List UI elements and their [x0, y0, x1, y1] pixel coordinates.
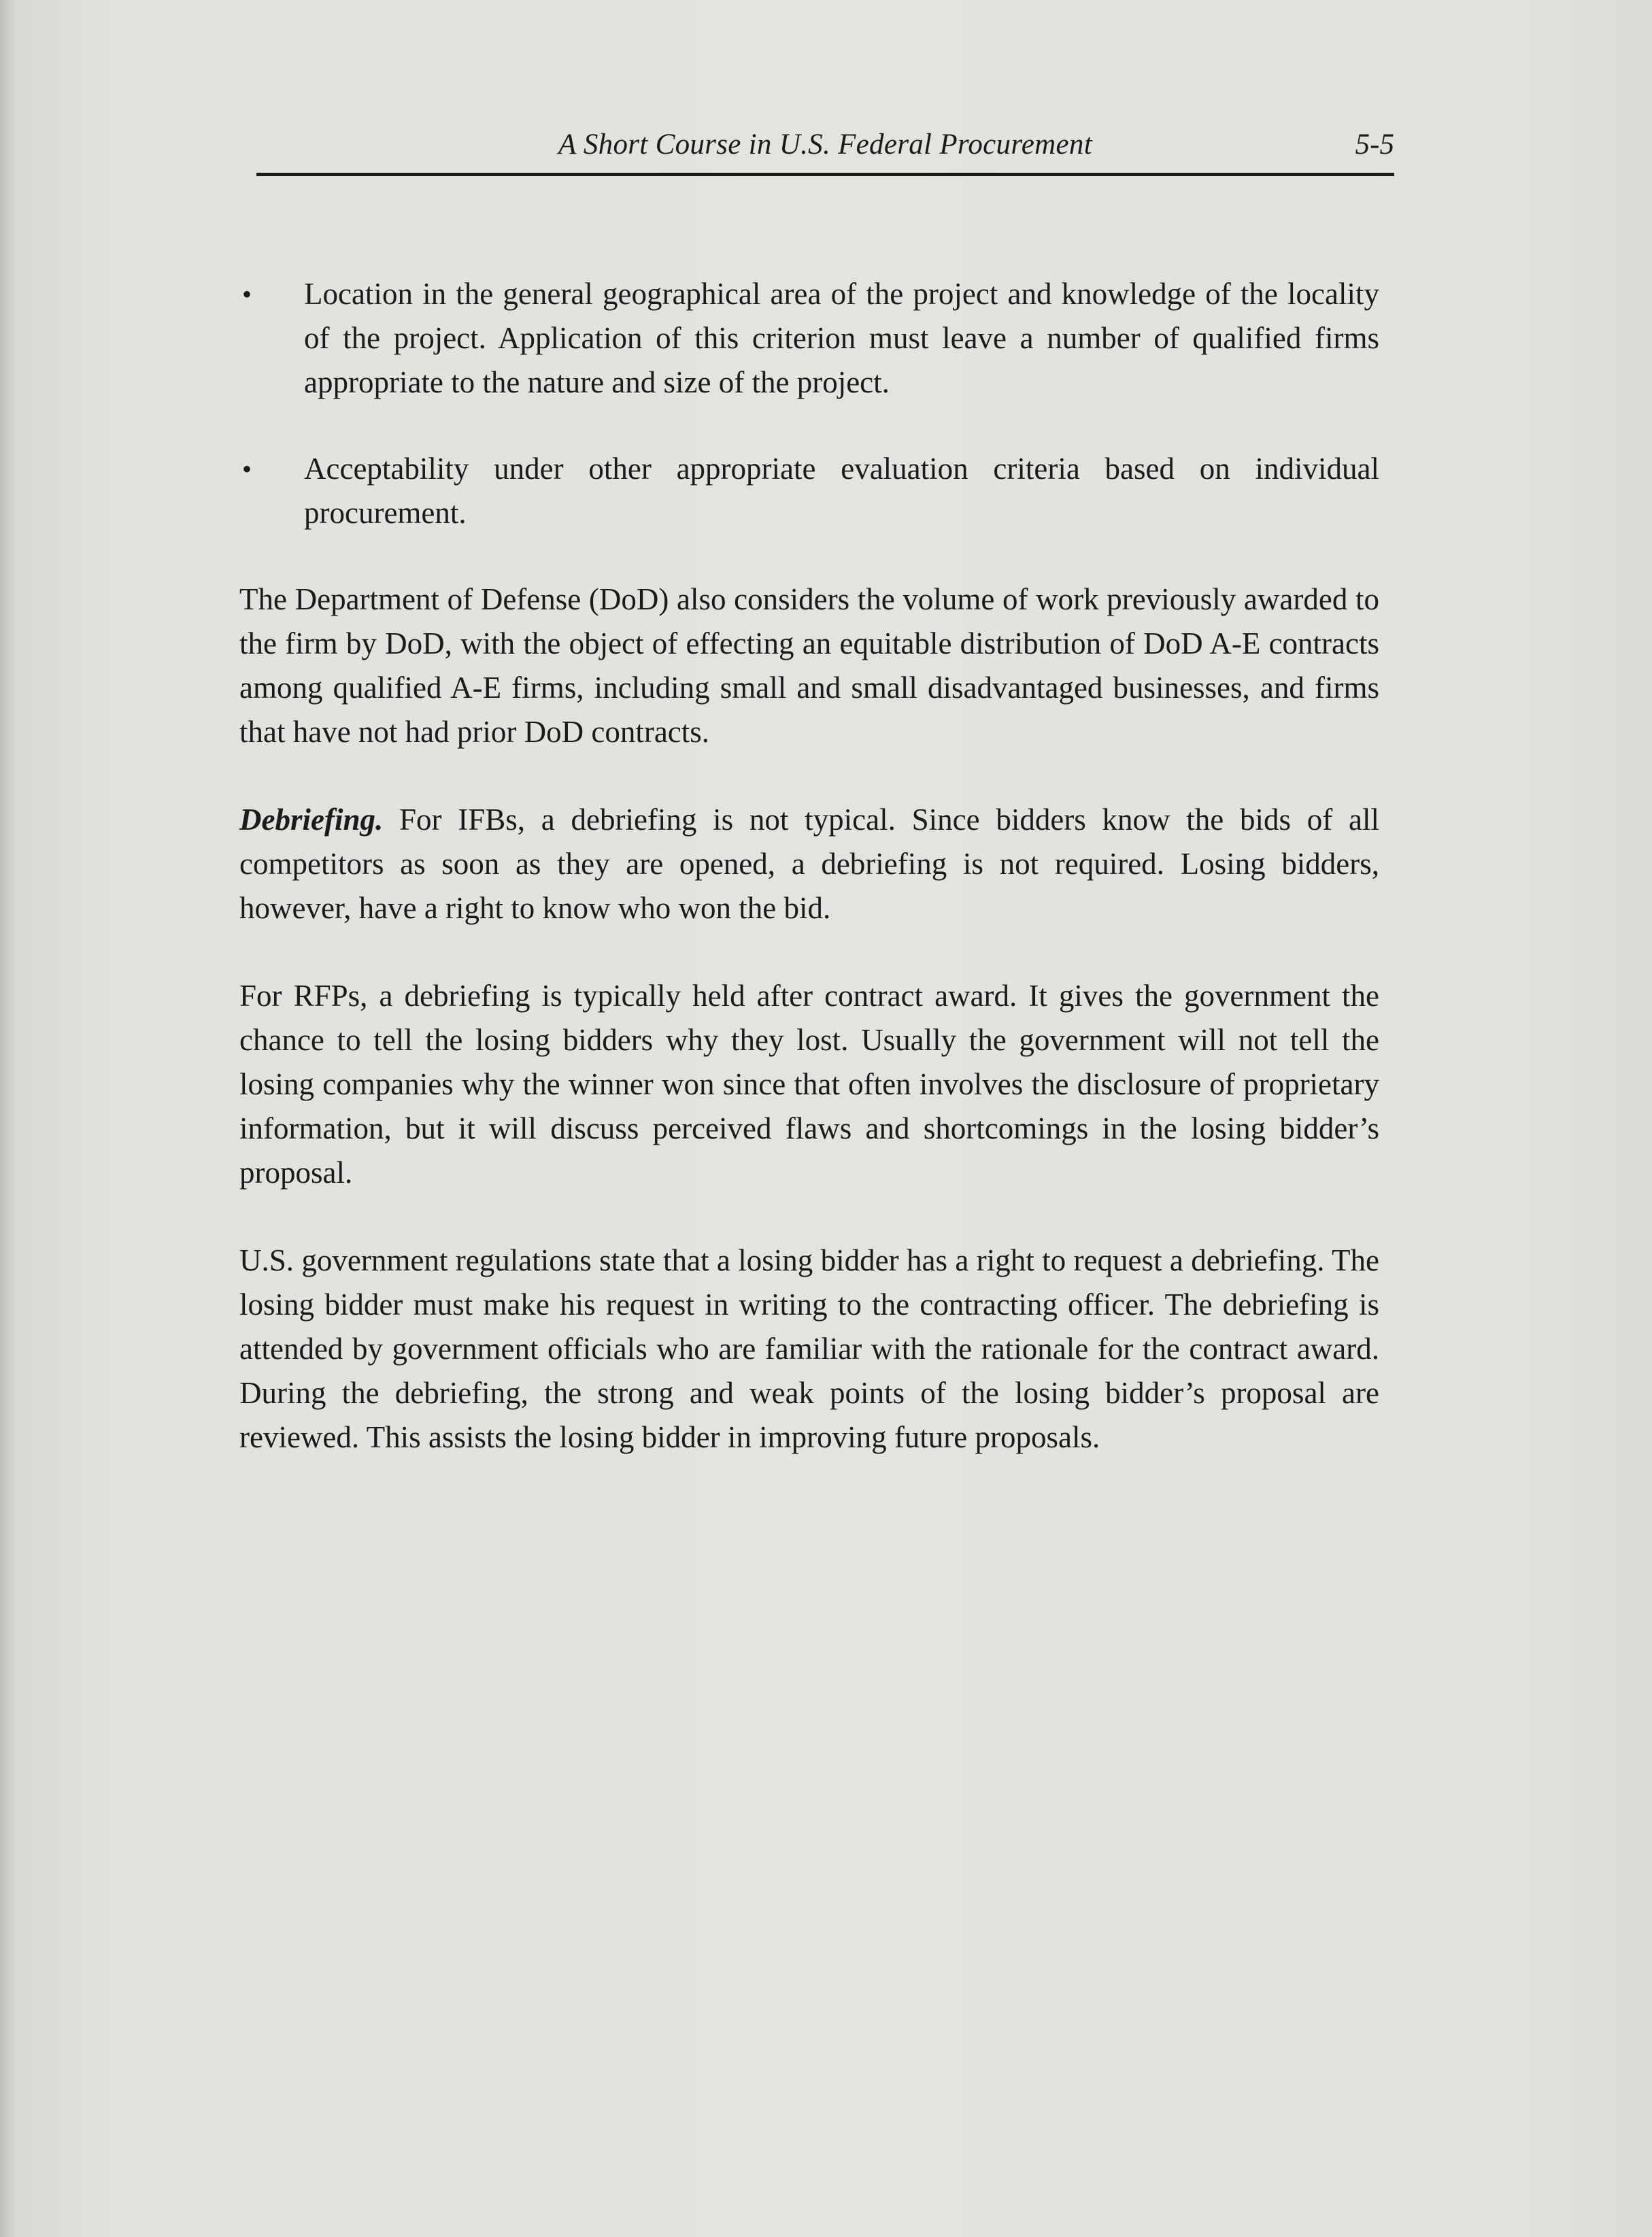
bullet-text: Acceptability under other appropriate evaluation criteria based on individual procurement. [304, 452, 1379, 530]
bullet-text: Location in the general geographical area of the project and knowledge of the locality of the project. Application of this criterion must leave a number of qualified firms appropriate to the nature and size of the project. [304, 277, 1379, 399]
page-number: 5-5 [1355, 129, 1394, 161]
paragraph-dod: The Department of Defense (DoD) also considers the volume of work previously awarded to the firm by DoD, with the object of effecting an equitable distribution of DoD A-E contracts among qualified A-E firms, including small and small disadvantaged businesses, and firms that have not had prior DoD contracts. [239, 582, 1379, 749]
running-title: A Short Course in U.S. Federal Procurement [558, 129, 1092, 161]
debriefing-heading: Debriefing. [239, 803, 384, 837]
debriefing-text: For IFBs, a debriefing is not typical. Since bidders know the bids of all competitors as soon as they are opened, a debriefing is not required. Losing bidders, however, have a right to know who won the bid. [239, 803, 1379, 925]
bullet-mark: • [242, 454, 252, 484]
bullet-item-location [239, 272, 1379, 405]
paragraph-rfps: For RFPs, a debriefing is typically held after contract award. It gives the government the chance to tell the losing bidders why they lost. Usually the government will not tell the losing companies why the winner won since that often involves the disclosure of proprietary information, but it will discuss perceived flaws and shortcomings in the losing bidder’s proposal. [239, 979, 1379, 1190]
bullet-mark: • [242, 279, 252, 309]
page-body [239, 272, 1379, 1503]
bullet-item-acceptability [239, 447, 1379, 535]
paragraph-debriefing [239, 798, 1379, 930]
paragraph-regulations: U.S. government regulations state that a losing bidder has a right to request a debriefing. The losing bidder must make his request in writing to the contracting officer. The debriefing is attended by government officials who are familiar with the rationale for the contract award. During the debriefing, the strong and weak points of the losing bidder’s proposal are reviewed. This assists the losing bidder in improving future proposals. [239, 1243, 1379, 1454]
page-header [256, 121, 1394, 176]
page-binding-edge [0, 0, 15, 2237]
